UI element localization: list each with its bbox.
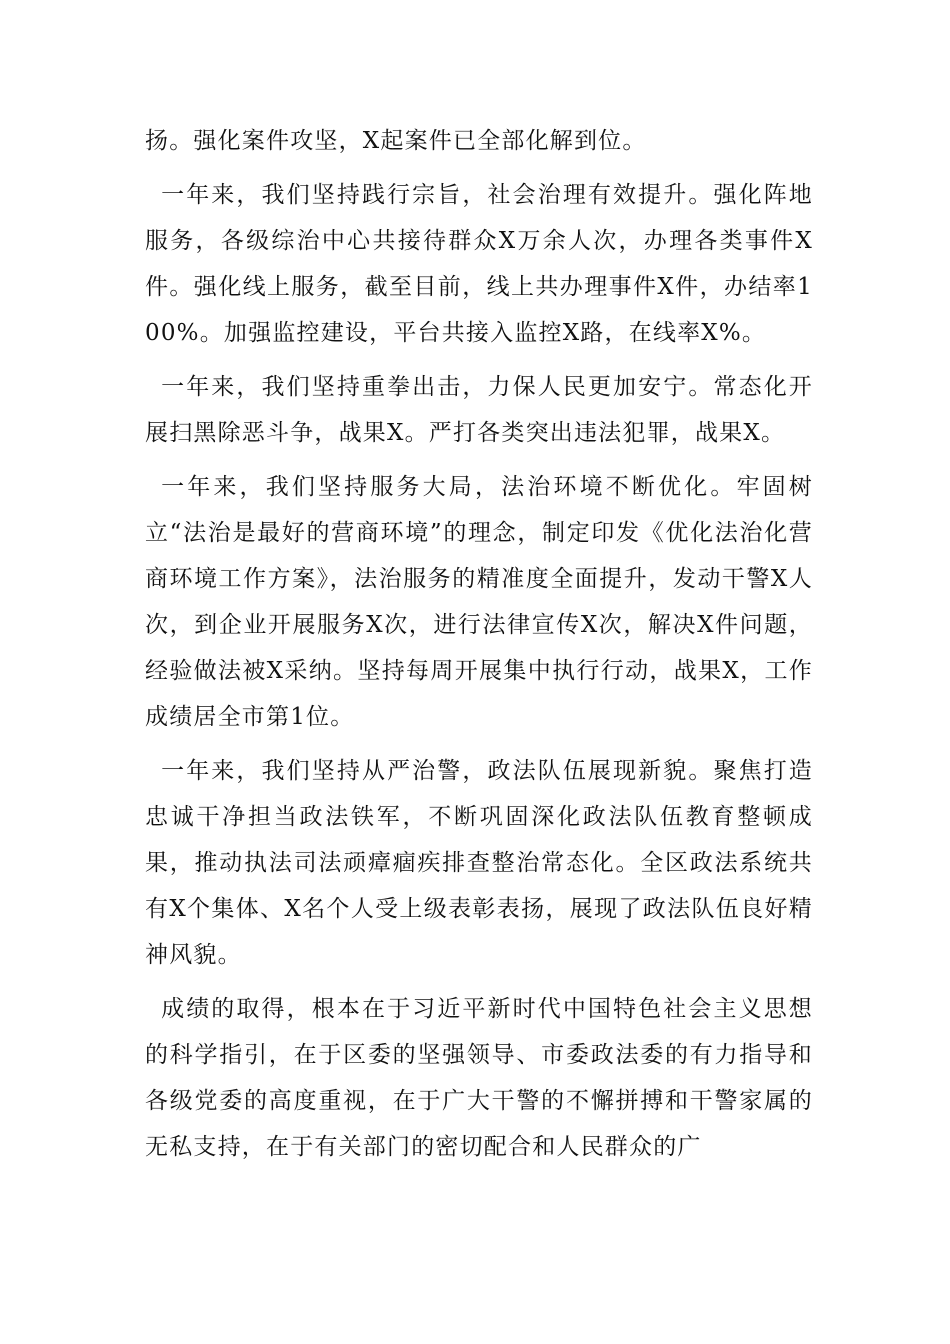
paragraph-legal-environment: 一年来，我们坚持服务大局，法治环境不断优化。牢固树立“法治是最好的营商环境”的理念，制定印发《优化法治化营商环境工作方案》，法治服务的精准度全面提升，发动干警X人次，到企业开展服务X次，进行法律宣传X次，解决X件问题，经验做法被X采纳。坚持每周开展集中执行行动，战果X，工作成绩居全市第1位。 [145, 474, 813, 730]
paragraph-case-resolution: 扬。强化案件攻坚，X起案件已全部化解到位。 [145, 128, 647, 154]
document-body [145, 118, 813, 1178]
paragraph-team-building: 一年来，我们坚持从严治警，政法队伍展现新貌。聚焦打造忠诚干净担当政法铁军，不断巩固深化政法队伍教育整顿成果，推动执法司法顽瘴痼疾排查整治常态化。全区政法系统共有X个集体、X名个人受上级表彰表扬，展现了政法队伍良好精神风貌。 [145, 758, 813, 968]
paragraph-crime-crackdown: 一年来，我们坚持重拳出击，力保人民更加安宁。常态化开展扫黑除恶斗争，战果X。严打各类突出违法犯罪，战果X。 [145, 374, 813, 446]
paragraph-achievements-summary: 成绩的取得，根本在于习近平新时代中国特色社会主义思想的科学指引，在于区委的坚强领导、市委政法委的有力指导和各级党委的高度重视，在于广大干警的不懈拼搏和干警家属的无私支持，在于有关部门的密切配合和人民群众的广 [145, 996, 813, 1160]
paragraph-social-governance: 一年来，我们坚持践行宗旨，社会治理有效提升。强化阵地服务，各级综治中心共接待群众X万余人次，办理各类事件X件。强化线上服务，截至目前，线上共办理事件X件，办结率100%。加强监控建设，平台共接入监控X路，在线率X%。 [145, 182, 813, 346]
